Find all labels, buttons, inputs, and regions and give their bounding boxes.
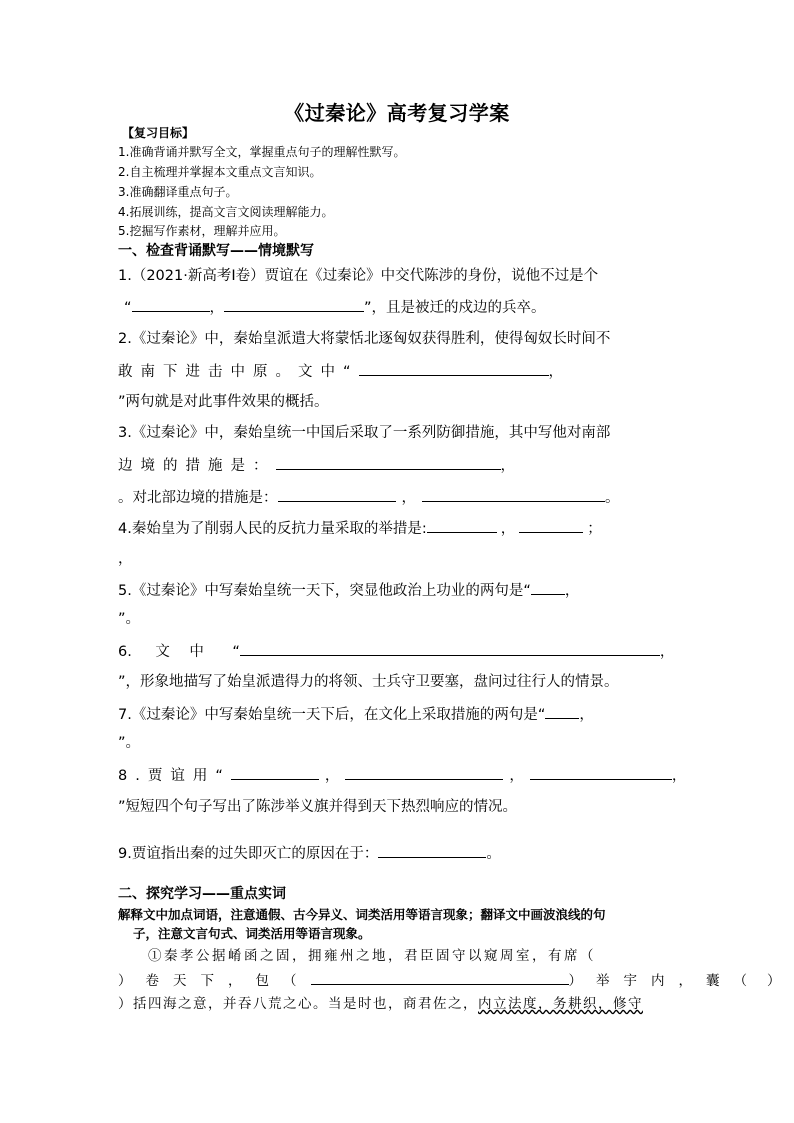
objective-item: 2.自主梳理并掌握本文重点文言知识。: [118, 165, 322, 179]
question-2-text: 2.《过秦论》中，秦始皇派遣大将蒙恬北逐匈奴获得胜利，使得匈奴长时间不: [118, 331, 611, 347]
section-heading: 二、探究学习——重点实词: [118, 886, 286, 902]
answer-blank[interactable]: [311, 970, 569, 985]
answer-blank[interactable]: [276, 455, 501, 470]
answer-blank[interactable]: [531, 580, 565, 595]
question-3-answer-line-1: 边境的措施是： ，: [118, 455, 515, 476]
question-1-answer-line: “ ， ”，且是被迁的戍边的兵卒。: [124, 297, 546, 318]
objective-item: 1.准确背诵并默写全文，掌握重点句子的理解性默写。: [118, 145, 406, 159]
passage-line: ）括四海之意，并吞八荒之心。当是时也，商君佐之，内立法度，务耕织，修守: [118, 996, 643, 1012]
answer-blank[interactable]: [378, 843, 486, 858]
section-instructions: 子，注意文言句式、词类活用等语言现象。: [133, 926, 371, 941]
section-instructions: 解释文中加点词语，注意通假、古今异义、词类活用等语言现象；翻译文中画波浪线的句: [118, 907, 606, 922]
page-title: 《过秦论》高考复习学案: [284, 101, 510, 125]
answer-blank[interactable]: [530, 765, 672, 780]
question-9-text: 9.贾谊指出秦的过失即灭亡的原因在于： 。: [118, 843, 501, 864]
answer-blank[interactable]: [519, 518, 583, 533]
question-6-answer-line: 6. 文 中 “ ，: [118, 641, 674, 662]
question-2-text-end: ”两句就是对此事件效果的概括。: [118, 394, 329, 410]
objectives-header: 【复习目标】: [122, 126, 195, 140]
answer-blank[interactable]: [278, 487, 396, 502]
question-5-text-end: ”。: [118, 611, 141, 627]
answer-blank[interactable]: [231, 765, 319, 780]
answer-blank[interactable]: [427, 518, 497, 533]
question-8-answer-line: 8.贾谊用“ ， ， ，: [118, 765, 686, 786]
question-2-answer-line: 敢南下进击中原。文中“ ，: [118, 361, 563, 382]
question-4-answer-line: ，: [118, 551, 133, 567]
question-1-text: 1.（2021·新高考Ⅰ卷）贾谊在《过秦论》中交代陈涉的身份，说他不过是个: [118, 268, 599, 284]
answer-blank[interactable]: [240, 641, 660, 656]
question-3-text: 3.《过秦论》中，秦始皇统一中国后采取了一系列防御措施，其中写他对南部: [118, 425, 611, 441]
question-4-text: 4.秦始皇为了削弱人民的反抗力量采取的举措是: ， ；: [118, 518, 602, 539]
question-7-text: 7.《过秦论》中写秦始皇统一天下后，在文化上采取措施的两句是“ ，: [118, 704, 594, 725]
objective-item: 5.挖掘写作素材，理解并应用。: [118, 224, 286, 238]
answer-blank[interactable]: [345, 765, 503, 780]
objective-item: 3.准确翻译重点句子。: [118, 185, 238, 199]
passage-line: ）卷天下，包（ ）举宇内，囊（ ）: [118, 970, 781, 991]
answer-blank[interactable]: [422, 487, 605, 502]
answer-blank[interactable]: [545, 704, 579, 719]
question-5-text: 5.《过秦论》中写秦始皇统一天下，突显他政治上功业的两句是“ ，: [118, 580, 579, 601]
question-6-text: ”，形象地描写了始皇派遣得力的将领、士兵守卫要塞，盘问过往行人的情景。: [118, 674, 619, 690]
question-8-text: ”短短四个句子写出了陈涉举义旗并得到天下热烈响应的情况。: [118, 799, 518, 815]
answer-blank[interactable]: [359, 361, 549, 376]
section-heading: 一、检查背诵默写——情境默写: [118, 243, 314, 259]
passage-line: ①秦孝公据崤函之固，拥雍州之地，君臣固守以窥周室，有席（: [148, 948, 596, 964]
answer-blank[interactable]: [224, 297, 364, 312]
answer-blank[interactable]: [132, 297, 210, 312]
question-3-answer-line-2: 。对北部边境的措施是： ， 。: [118, 487, 620, 508]
wavy-underlined-sentence: 内立法度，务耕织，修守: [478, 996, 643, 1012]
objective-item: 4.拓展训练，提高文言文阅读理解能力。: [118, 205, 334, 219]
question-7-text-end: ”。: [118, 735, 141, 751]
